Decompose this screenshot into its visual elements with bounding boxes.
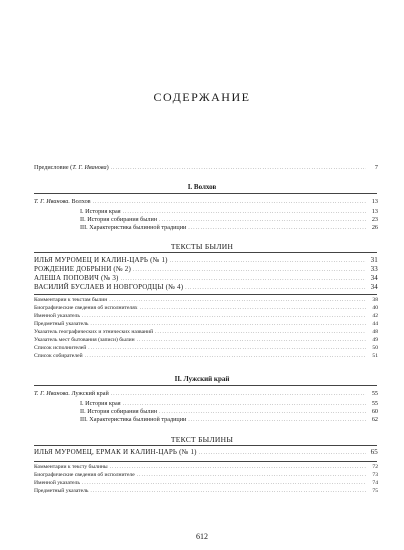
- toc-entry-label: Именной указатель: [34, 313, 80, 319]
- toc-entry-bylina: [34, 449, 378, 456]
- toc-entry-label: Комментарии к тексту былины: [34, 464, 108, 470]
- toc-entry-label: ВАСИЛИЙ БУСЛАЕВ И НОВГОРОДЦЫ (№ 4): [34, 283, 184, 291]
- page-number: 612: [196, 532, 208, 541]
- leader-dots: [111, 392, 366, 397]
- toc-page-number: 74: [372, 480, 378, 486]
- toc-page-number: 55: [371, 400, 378, 407]
- toc-entry-bylina: [34, 284, 378, 291]
- leader-dots: [90, 322, 366, 327]
- toc-entry-preface: [34, 165, 378, 171]
- toc-subentry: [80, 401, 378, 407]
- toc-page-number: 38: [372, 297, 378, 303]
- leader-dots: [82, 481, 366, 486]
- section-heading-volkhov: I. Волхов: [187, 183, 217, 191]
- toc-subentry: [80, 225, 378, 231]
- toc-page-number: 44: [372, 321, 378, 327]
- section-divider: [34, 252, 377, 253]
- leader-dots: [110, 465, 366, 470]
- toc-entry-volkhov-intro: [34, 199, 378, 205]
- toc-page-number: 33: [370, 265, 378, 273]
- toc-subentry: [80, 217, 378, 223]
- texts-heading: ТЕКСТЫ БЫЛИН: [170, 242, 234, 251]
- leader-dots: [85, 354, 366, 359]
- toc-entry-label: Комментарии к текстам былин: [34, 297, 108, 303]
- toc-page-number: 65: [370, 448, 378, 456]
- section-divider: [34, 294, 377, 295]
- leader-dots: [123, 210, 366, 215]
- toc-entry-label: Т. Г. Иванова. Волхов: [34, 198, 91, 205]
- toc-entry-appendix: [34, 354, 378, 360]
- toc-entry-luzhsky-intro: [34, 391, 378, 397]
- toc-entry-appendix: [34, 330, 378, 336]
- toc-page-number: 34: [370, 283, 378, 291]
- leader-dots: [170, 259, 366, 264]
- toc-entry-label: III. Характеристика былинной традиции: [80, 224, 187, 231]
- toc-page-number: 73: [372, 472, 378, 478]
- toc-page-number: 62: [371, 416, 378, 423]
- leader-dots: [199, 451, 366, 456]
- toc-entry-appendix: [34, 465, 378, 471]
- toc-entry-label: Предисловие (Т. Г. Иванова): [34, 164, 109, 171]
- toc-entry-label: Список исполнителей: [34, 345, 87, 351]
- toc-entry-label: Именной указатель: [34, 480, 80, 486]
- toc-entry-bylina: [34, 257, 378, 264]
- leader-dots: [155, 330, 366, 335]
- toc-entry-label: Предметный указатель: [34, 488, 89, 494]
- toc-page-number: 34: [370, 274, 378, 282]
- toc-page-number: 55: [371, 390, 378, 397]
- toc-subentry: [80, 209, 378, 215]
- toc-entry-appendix: [34, 473, 378, 479]
- toc-entry-label: Предметный указатель: [34, 321, 89, 327]
- toc-entry-label: Указатель мест бытования (записи) былин: [34, 337, 135, 343]
- toc-entry-appendix: [34, 298, 378, 304]
- toc-entry-label: Список собирателей: [34, 353, 83, 359]
- text-heading: ТЕКСТ БЫЛИНЫ: [170, 435, 234, 444]
- toc-page-number: 50: [372, 345, 378, 351]
- toc-entry-bylina: [34, 275, 378, 282]
- toc-entry-label: Указатель географических и этнических названий: [34, 329, 154, 335]
- toc-page-number: 42: [372, 313, 378, 319]
- toc-entry-label: ИЛЬЯ МУРОМЕЦ, ЕРМАК И КАЛИН-ЦАРЬ (№ 1): [34, 448, 197, 456]
- toc-entry-label: II. История собирания былин: [80, 408, 158, 415]
- section-heading-luzhsky: II. Лужский край: [174, 375, 230, 383]
- toc-page-number: 60: [371, 408, 378, 415]
- toc-entry-appendix: [34, 346, 378, 352]
- toc-entry-bylina: [34, 266, 378, 273]
- toc-entry-label: Т. Г. Иванова. Лужский край: [34, 390, 109, 397]
- toc-page-number: 13: [371, 208, 378, 215]
- toc-entry-label: Биографические сведения об исполнителях: [34, 305, 138, 311]
- toc-entry-label: I. История края: [80, 208, 121, 215]
- toc-page-number: 23: [371, 216, 378, 223]
- toc-entry-appendix: [34, 314, 378, 320]
- toc-entry-appendix: [34, 338, 378, 344]
- leader-dots: [188, 418, 366, 423]
- toc-page-number: 40: [372, 305, 378, 311]
- toc-entry-appendix: [34, 322, 378, 328]
- toc-entry-label: Биографические сведения об исполнителе: [34, 472, 135, 478]
- leader-dots: [185, 286, 366, 291]
- toc-entry-label: II. История собирания былин: [80, 216, 158, 223]
- toc-page-number: 75: [372, 488, 378, 494]
- toc-entry-label: РОЖДЕНИЕ ДОБРЫНИ (№ 2): [34, 265, 132, 273]
- leader-dots: [109, 298, 366, 303]
- toc-page-number: 48: [372, 329, 378, 335]
- toc-entry-label: I. История края: [80, 400, 121, 407]
- leader-dots: [93, 200, 366, 205]
- leader-dots: [137, 338, 366, 343]
- toc-subentry: [80, 417, 378, 423]
- section-divider: [34, 461, 377, 462]
- leader-dots: [88, 346, 366, 351]
- toc-page-number: 49: [372, 337, 378, 343]
- leader-dots: [82, 314, 366, 319]
- leader-dots: [137, 473, 366, 478]
- leader-dots: [159, 218, 366, 223]
- leader-dots: [121, 277, 366, 282]
- toc-page-number: 51: [372, 353, 378, 359]
- leader-dots: [133, 268, 366, 273]
- toc-entry-label: ИЛЬЯ МУРОМЕЦ И КАЛИН-ЦАРЬ (№ 1): [34, 256, 168, 264]
- leader-dots: [111, 166, 366, 171]
- toc-page-number: 13: [371, 198, 378, 205]
- toc-page-number: 7: [374, 164, 378, 171]
- leader-dots: [188, 226, 366, 231]
- section-divider: [34, 193, 377, 194]
- toc-entry-label: III. Характеристика былинной традиции: [80, 416, 187, 423]
- toc-entry-label: АЛЕША ПОПОВИЧ (№ 3): [34, 274, 119, 282]
- leader-dots: [90, 489, 366, 494]
- toc-subentry: [80, 409, 378, 415]
- toc-page-number: 26: [371, 224, 378, 231]
- leader-dots: [123, 402, 366, 407]
- page-title: СОДЕРЖАНИЕ: [153, 90, 251, 104]
- section-divider: [34, 445, 377, 446]
- section-divider: [34, 385, 377, 386]
- toc-entry-appendix: [34, 306, 378, 312]
- toc-entry-appendix: [34, 489, 378, 495]
- toc-page-number: 72: [372, 464, 378, 470]
- toc-entry-appendix: [34, 481, 378, 487]
- toc-page-number: 31: [370, 256, 378, 264]
- leader-dots: [140, 306, 366, 311]
- leader-dots: [159, 410, 366, 415]
